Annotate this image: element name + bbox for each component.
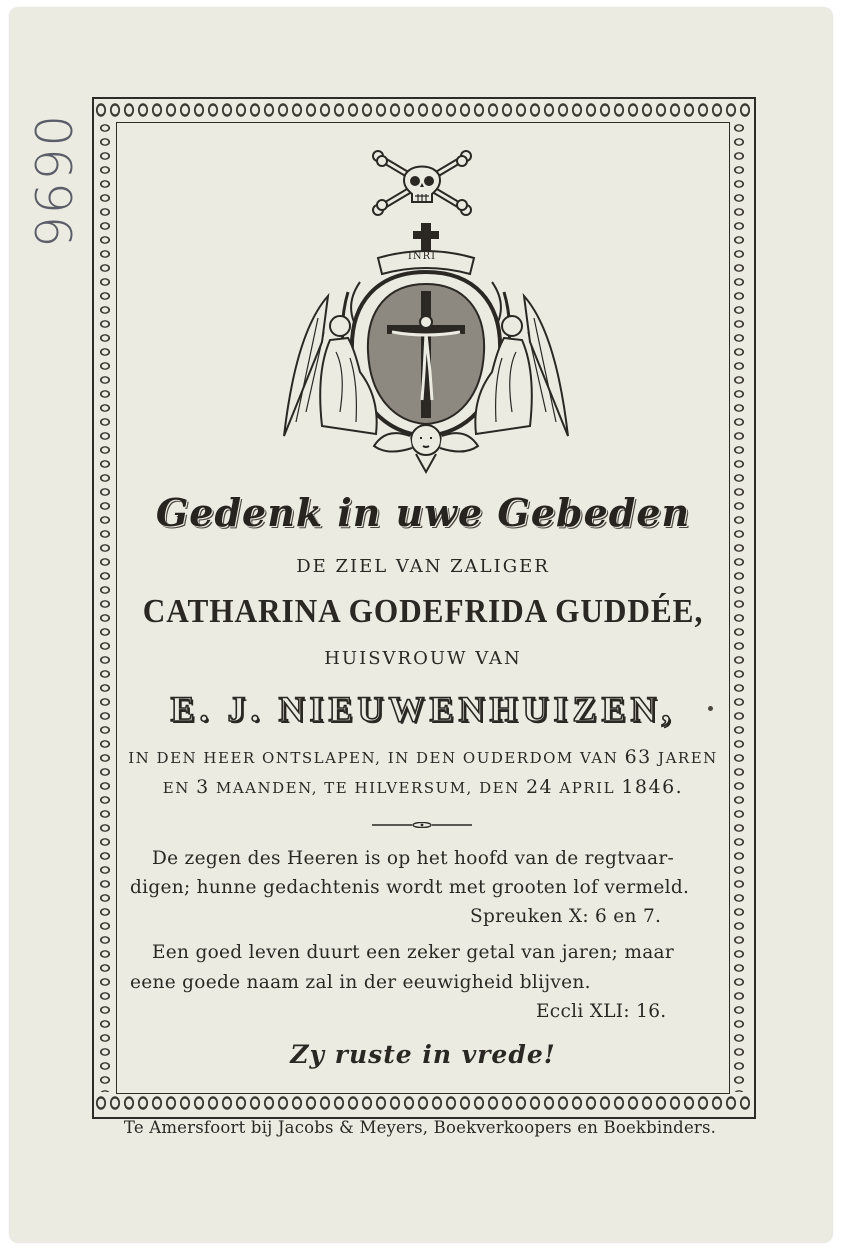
husband-name: E. J. NIEUWENHUIZEN, (170, 689, 676, 729)
deceased-name: CATHARINA GODEFRIDA GUDDÉE, (142, 593, 704, 630)
death-line-1-post: JAREN (651, 749, 718, 767)
death-day: 24 (525, 776, 554, 798)
death-line-2 (118, 772, 728, 803)
printer-imprint: Te Amersfoort bij Jacobs & Meyers, Boekverkoopers en Boekbinders. (123, 1118, 717, 1137)
verse-2-line-1: Een goed leven duurt een zeker getal van jaren; maar (152, 942, 675, 963)
chain-border-top (94, 99, 750, 121)
death-line-2-mid: MAANDEN, TE HILVERSUM, DEN (209, 779, 526, 797)
relation-line: HUISVROUW VAN (324, 648, 522, 669)
skull-crossbones-icon (370, 150, 474, 216)
verse-1-reference: Spreuken X: 6 en 7. (470, 906, 662, 927)
ornament-rule (372, 822, 472, 828)
death-year: 1846. (621, 776, 684, 798)
chain-border-bottom (94, 1092, 750, 1114)
chain-border-right (728, 121, 750, 1092)
inventory-number: 9690 (26, 112, 84, 248)
soul-line: DE ZIEL VAN ZALIGER (296, 556, 550, 577)
death-line-1-pre: IN DEN HEER ONTSLAPEN, IN DEN OUDERDOM VAN (128, 749, 625, 767)
age-months: 3 (196, 776, 210, 798)
heading-remember: Gedenk in uwe Gebeden (155, 490, 691, 535)
death-line-1 (118, 742, 728, 773)
verse-1-line-2: digen; hunne gedachtenis wordt met grooten lof vermeld. (130, 877, 690, 898)
chain-border-left (94, 121, 116, 1092)
angel-right (475, 296, 568, 436)
inri-label: INRI (407, 251, 437, 262)
death-line-2-pre: EN (162, 779, 197, 797)
verse-2-line-2: eene goede naam zal in der eeuwigheid blijven. (130, 972, 591, 993)
age-years: 63 (624, 746, 652, 768)
verse-1-line-1: De zegen des Heeren is op het hoofd van de regtvaar- (152, 848, 675, 869)
death-line-2-post: APRIL (553, 779, 622, 797)
ink-speck (708, 706, 713, 711)
angel-left (284, 296, 377, 436)
rest-in-peace: Zy ruste in vrede! (290, 1040, 556, 1069)
verse-2-reference: Eccli XLI: 16. (536, 1001, 667, 1022)
